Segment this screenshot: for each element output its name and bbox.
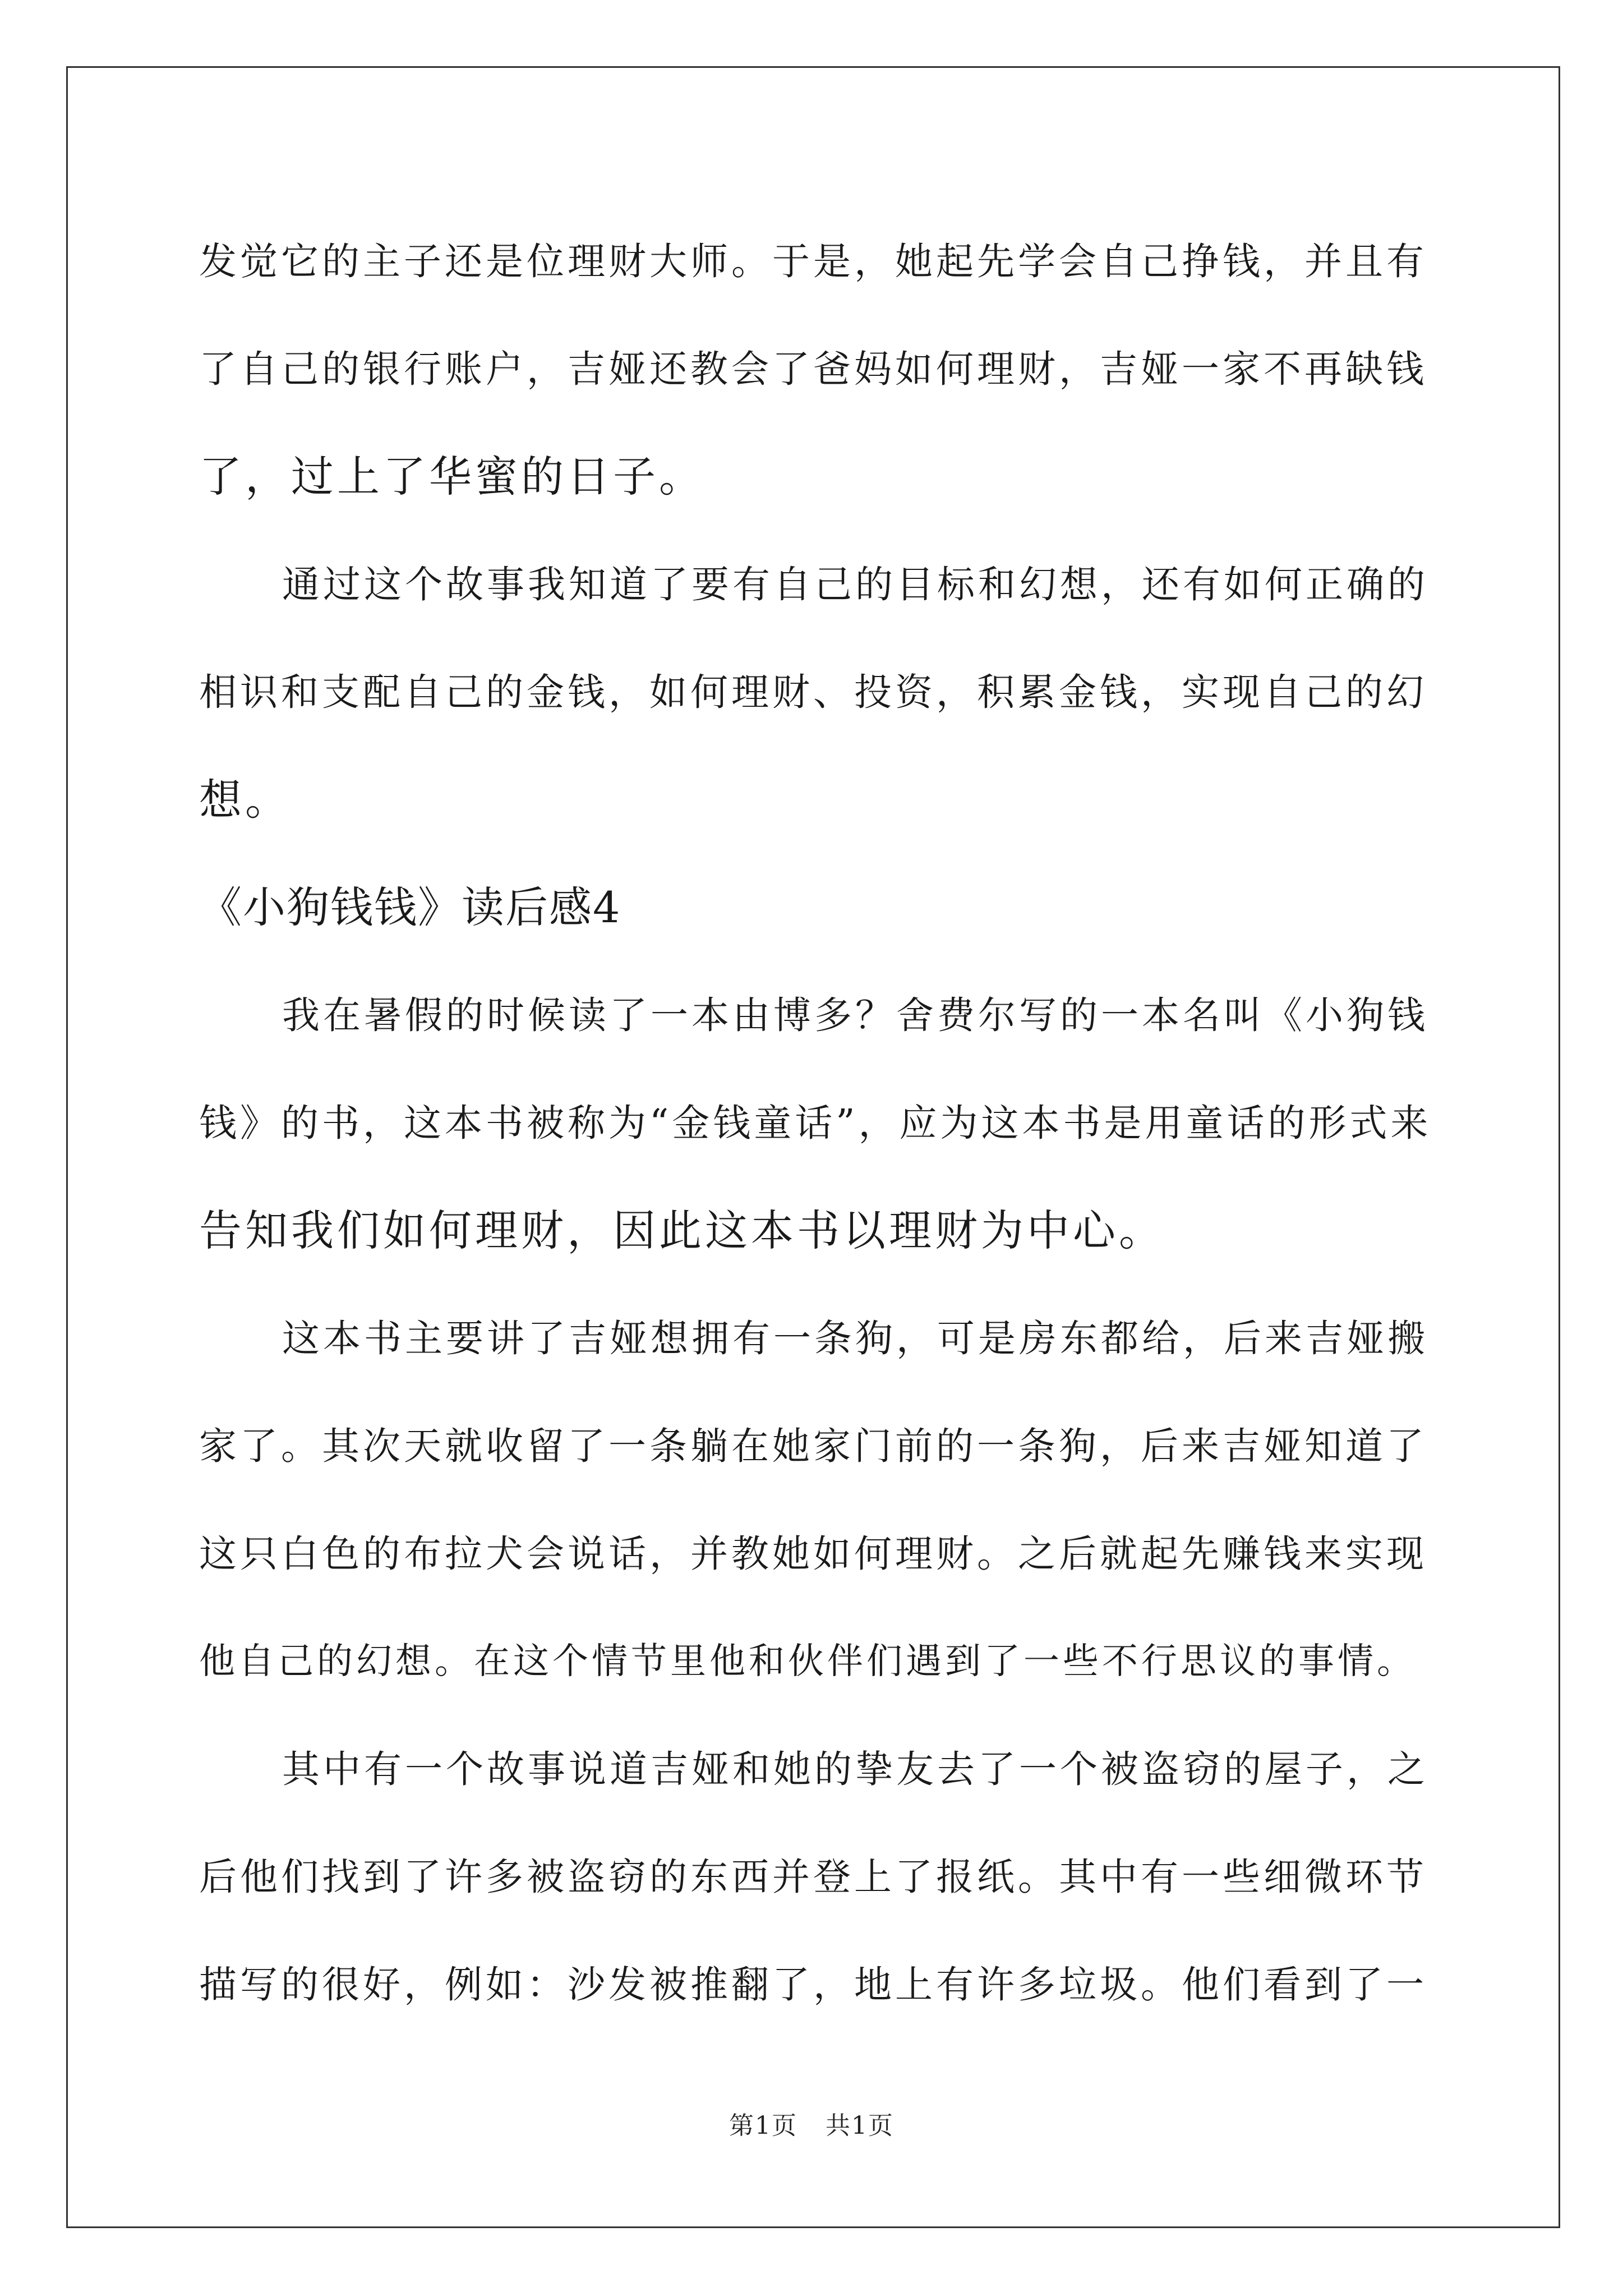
text-line: 了，过上了华蜜的日子。 — [199, 452, 705, 501]
text-line: 钱》的书，这本书被称为“金钱童话”，应为这本书是用童话的形式来 — [199, 1101, 1432, 1145]
text-line: 家了。其次天就收留了一条躺在她家门前的一条狗，后来吉娅知道了 — [199, 1424, 1427, 1468]
text-line: 了自己的银行账户，吉娅还教会了爸妈如何理财，吉娅一家不再缺钱 — [199, 347, 1427, 391]
text-line: 后他们找到了许多被盗窃的东西并登上了报纸。其中有一些细微环节 — [199, 1855, 1427, 1899]
paragraph-start-line: 其中有一个故事说道吉娅和她的挚友去了一个被盗窃的屋子，之 — [282, 1747, 1428, 1791]
page-number: 第1页 — [729, 2111, 797, 2140]
text-line: 想。 — [199, 775, 291, 825]
paragraph-start-line: 这本书主要讲了吉娅想拥有一条狗，可是房东都给，后来吉娅搬 — [282, 1317, 1428, 1360]
text-line: 相识和支配自己的金钱，如何理财、投资，积累金钱，实现自己的幻 — [199, 670, 1427, 714]
text-line: 描写的很好，例如：沙发被推翻了，地上有许多垃圾。他们看到了一 — [199, 1963, 1427, 2007]
section-heading: 《小狗钱钱》读后感4 — [199, 882, 621, 932]
text-line: 这只白色的布拉犬会说话，并教她如何理财。之后就起先赚钱来实现 — [199, 1532, 1427, 1576]
text-line: 发觉它的主子还是位理财大师。于是，她起先学会自己挣钱，并且有 — [199, 240, 1427, 283]
paragraph-start-line: 我在暑假的时候读了一本由博多？舍费尔写的一本名叫《小狗钱 — [282, 993, 1428, 1037]
text-line: 告知我们如何理财，因此这本书以理财为中心。 — [199, 1205, 1165, 1255]
page-footer — [0, 2109, 1623, 2143]
page-total: 共1页 — [826, 2111, 894, 2140]
document-body — [199, 208, 1433, 2039]
text-line: 他自己的幻想。在这个情节里他和伙伴们遇到了一些不行思议的事情。 — [199, 1641, 1416, 1682]
paragraph-start-line: 通过这个故事我知道了要有自己的目标和幻想，还有如何正确的 — [282, 563, 1428, 606]
